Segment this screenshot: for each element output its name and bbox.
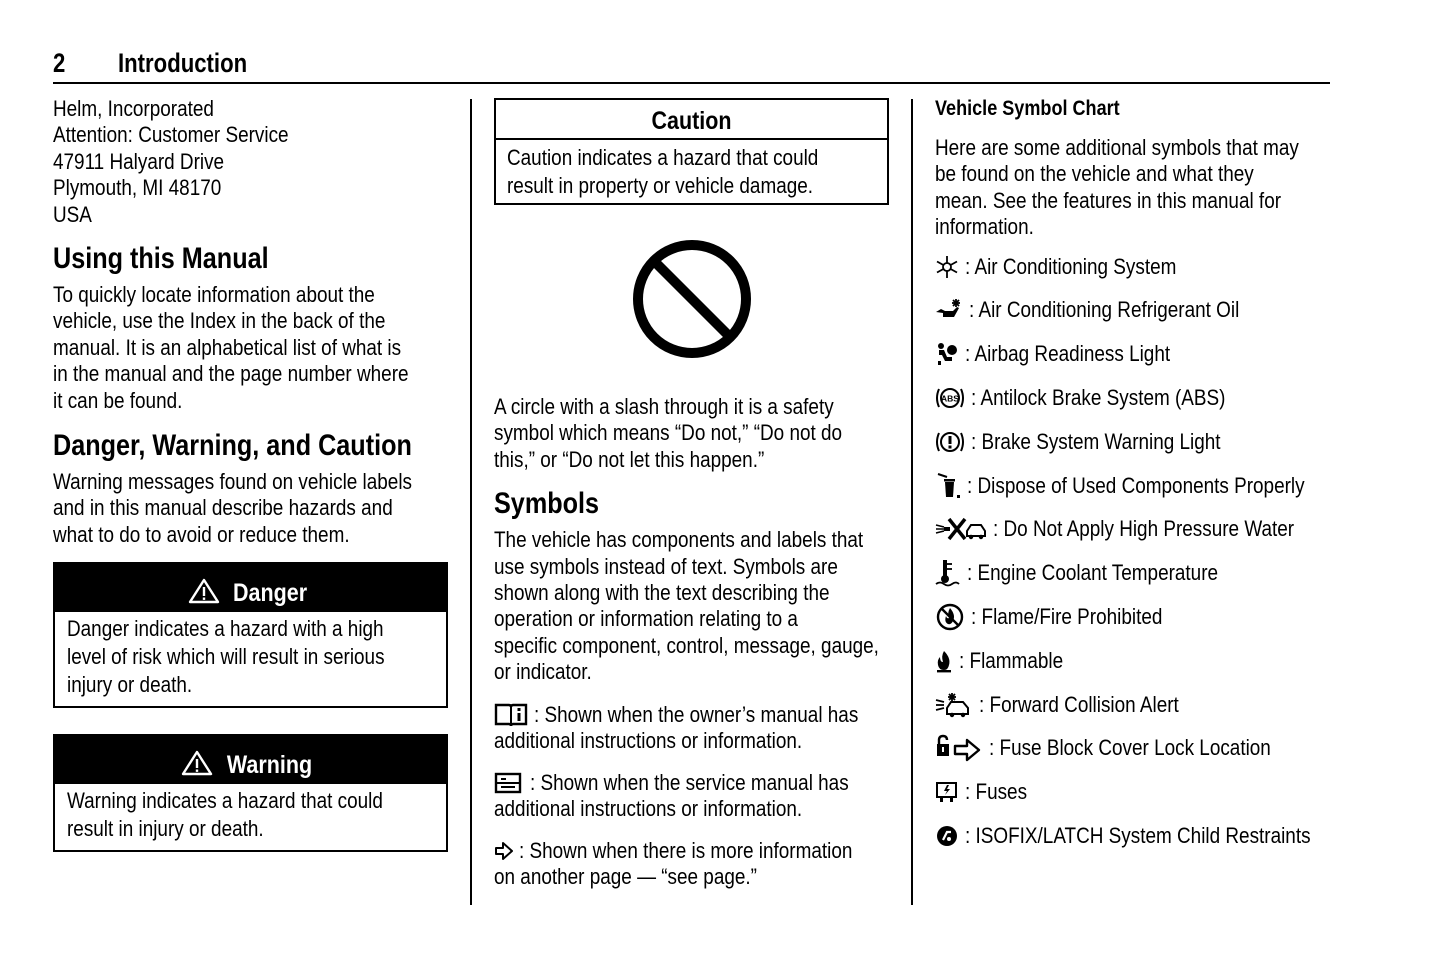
warning-triangle-icon xyxy=(181,750,213,776)
caution-box-title: Caution xyxy=(651,107,732,135)
column-middle xyxy=(494,92,889,891)
fuse-block-lock-icon xyxy=(935,734,983,762)
symbol-row: : Engine Coolant Temperature xyxy=(935,560,1330,586)
airbag-icon xyxy=(935,342,959,366)
caution-box-header xyxy=(496,100,887,140)
address-line: Attention: Customer Service xyxy=(53,122,289,148)
section-title: Introduction xyxy=(118,48,248,78)
symbol-row: : Flame/Fire Prohibited xyxy=(935,604,1330,630)
warning-box-header xyxy=(55,736,446,784)
column-divider xyxy=(470,99,472,905)
page-number: 2 xyxy=(53,48,66,78)
symbol-row: : Fuse Block Cover Lock Location xyxy=(935,735,1330,761)
using-manual-heading: Using this Manual xyxy=(53,242,269,276)
danger-box xyxy=(53,562,448,708)
symbol-row: : ISOFIX/LATCH System Child Restraints xyxy=(935,823,1330,849)
isofix-child-seat-icon xyxy=(935,824,959,848)
dwc-paragraph: Warning messages found on vehicle labels and in this manual describe hazards and what to do to avoid or reduce them. xyxy=(53,469,412,547)
symbol-row: : Forward Collision Alert xyxy=(935,692,1330,718)
address-block xyxy=(53,96,448,228)
flammable-icon xyxy=(935,649,953,673)
no-flame-icon xyxy=(935,603,965,631)
column-divider xyxy=(911,99,913,905)
fuse-icon xyxy=(935,780,959,804)
address-line: Helm, Incorporated xyxy=(53,96,214,121)
symbol-row: : Flammable xyxy=(935,648,1330,674)
address-line: USA xyxy=(53,201,92,227)
column-left xyxy=(53,92,448,852)
vehicle-chart-intro: Here are some additional symbols that may be found on the vehicle and what they mean. See the features in this manual for information. xyxy=(935,135,1299,240)
warning-triangle-icon xyxy=(188,578,220,604)
abs-icon xyxy=(935,385,965,411)
warning-box xyxy=(53,734,448,852)
vehicle-chart-heading: Vehicle Symbol Chart xyxy=(935,97,1120,120)
svg-text:ABS: ABS xyxy=(941,393,959,404)
symbol-row: : Air Conditioning System xyxy=(935,254,1330,280)
snowflake-icon xyxy=(935,255,959,279)
warning-box-body: Warning indicates a hazard that could result in injury or death. xyxy=(67,788,383,842)
see-page-arrow-icon xyxy=(494,840,514,862)
symbol-row: : Airbag Readiness Light xyxy=(935,341,1330,367)
oil-can-icon xyxy=(935,298,963,322)
symbol-row: : Do Not Apply High Pressure Water xyxy=(935,516,1330,542)
no-pressure-water-icon xyxy=(935,517,987,541)
using-manual-paragraph: To quickly locate information about the vehicle, use the Index in the back of the manual. It is an alphabetical list of what is in the manual and the page number where it can be found. xyxy=(53,282,409,413)
disposal-bin-icon xyxy=(935,472,961,500)
brake-warning-icon xyxy=(935,429,965,455)
circle-slash-paragraph: A circle with a slash through it is a safety symbol which means “Do not,” “Do not do this,” or “Do not let this happen.” xyxy=(494,394,843,472)
page-header xyxy=(53,48,1330,84)
dwc-heading: Danger, Warning, and Caution xyxy=(53,429,412,463)
symbol-row: : Dispose of Used Components Properly xyxy=(935,473,1330,499)
circle-slash-figure xyxy=(494,238,889,362)
symbol-row: : Fuses xyxy=(935,779,1330,805)
coolant-temp-icon xyxy=(935,559,961,587)
caution-box xyxy=(494,98,889,205)
warning-box-title: Warning xyxy=(227,751,313,780)
service-manual-symbol-entry: : Shown when the service manual has additional instructions or information. xyxy=(494,770,849,822)
danger-box-title: Danger xyxy=(232,579,308,608)
symbol-row: : Air Conditioning Refrigerant Oil xyxy=(935,297,1330,323)
owners-manual-book-icon xyxy=(494,702,528,728)
address-line: Plymouth, MI 48170 xyxy=(53,175,222,201)
symbol-row: : Brake System Warning Light xyxy=(935,429,1330,455)
danger-box-header xyxy=(55,564,446,612)
symbols-heading: Symbols xyxy=(494,487,600,521)
prohibition-circle-icon xyxy=(631,238,753,360)
symbol-row: ABS : Antilock Brake System (ABS) xyxy=(935,385,1330,411)
owners-manual-symbol-entry: : Shown when the owner’s manual has additional instructions or information. xyxy=(494,701,859,753)
symbols-paragraph: The vehicle has components and labels that use symbols instead of text. Symbols are shown along with the text describing the operation or information relating to a specific component, control, message, gauge, or indicator. xyxy=(494,527,879,685)
column-right xyxy=(935,92,1330,849)
danger-box-body: Danger indicates a hazard with a high level of risk which will result in serious injury or death. xyxy=(67,616,385,698)
service-manual-book-icon xyxy=(494,771,522,795)
vehicle-symbol-list xyxy=(935,254,1330,849)
address-line: 47911 Halyard Drive xyxy=(53,148,225,174)
collision-alert-icon xyxy=(935,691,973,719)
see-page-symbol-entry: : Shown when there is more information on another page — “see page.” xyxy=(494,838,853,890)
caution-box-body: Caution indicates a hazard that could result in property or vehicle damage. xyxy=(507,145,819,198)
